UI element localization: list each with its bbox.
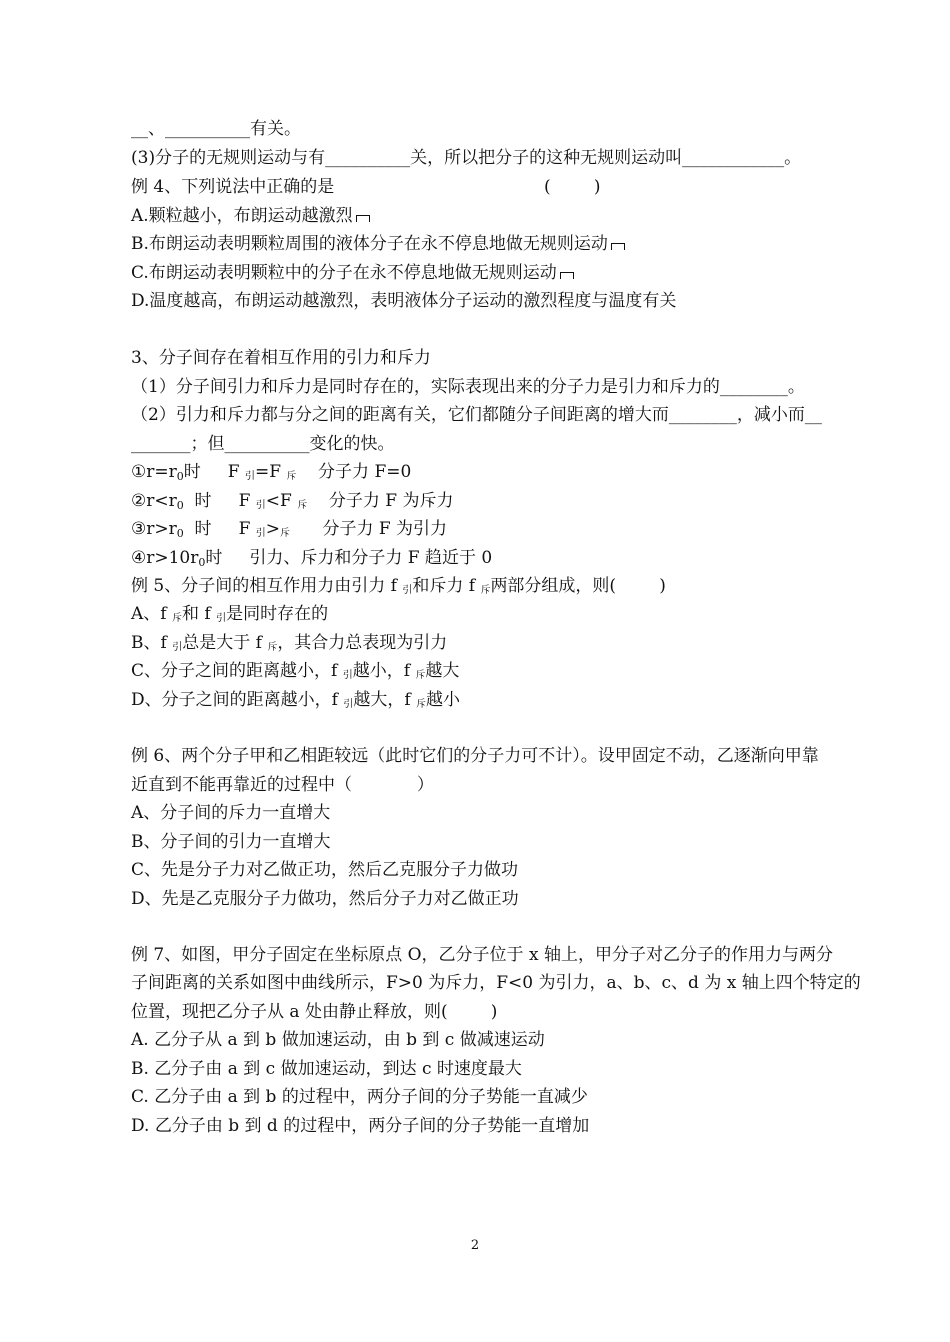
example-7-option-c: C. 乙分子由 a 到 b 的过程中，两分子间的分子势能一直减少: [131, 1087, 588, 1107]
example-7-stem-cont: 子间距离的关系如图中曲线所示，F>0 为斥力，F<0 为引力，a、b、c、d 为 x 轴上四个特定的: [131, 973, 861, 993]
option-text: B.布朗运动表明颗粒周围的液体分子在永不停息地做无规则运动: [131, 234, 608, 254]
example-6-option-c: C、先是分子力对乙做正功，然后乙克服分子力做功: [131, 860, 519, 880]
option-text: A.颗粒越小，布朗运动越激烈: [131, 206, 353, 226]
example-6-option-a: A、分子间的斥力一直增大: [131, 803, 331, 823]
example-4-stem: [131, 176, 601, 198]
answer-brackets: ( ): [544, 177, 601, 197]
example-5-option-c: C、分子之间的距离越小，f 引越小，f 斥越大: [131, 661, 460, 681]
section-3-point-1: （1）分子间引力和斥力是同时存在的，实际表现出来的分子力是引力和斥力的________。: [131, 377, 805, 397]
section-3-heading: 3、分子间存在着相互作用的引力和斥力: [131, 348, 431, 368]
section-3-point-2: （2）引力和斥力都与分之间的距离有关，它们都随分子间距离的增大而________，减小而__: [131, 405, 822, 425]
paragraph-mark-icon: [356, 215, 370, 222]
option-text: C.布朗运动表明颗粒中的分子在永不停息地做无规则运动: [131, 263, 557, 283]
example-4-option-c: [131, 262, 574, 284]
example-7-option-a: A. 乙分子从 a 到 b 做加速运动，由 b 到 c 做减速运动: [131, 1030, 545, 1050]
example-7-option-b: B. 乙分子由 a 到 c 做加速运动，到达 c 时速度最大: [131, 1059, 522, 1079]
example-6-stem: 例 6、两个分子甲和乙相距较远（此时它们的分子力可不计）。设甲固定不动，乙逐渐向甲靠: [131, 746, 819, 766]
example-5-option-b: B、f 引总是大于 f 斥，其合力总表现为引力: [131, 633, 448, 653]
rule-r-less-r0: $②r<r_0$ 时 F 引<F 斥 分子力 F 为斥力: [131, 491, 454, 512]
example-6-option-b: B、分子间的引力一直增大: [131, 832, 331, 852]
example-5-option-d: D、分子之间的距离越小，f 引越大，f 斥越小: [131, 690, 461, 710]
example-5-stem: 例 5、分子间的相互作用力由引力 f 引和斥力 f 斥两部分组成，则( ): [131, 576, 666, 596]
example-7-option-d: D. 乙分子由 b 到 d 的过程中，两分子间的分子势能一直增加: [131, 1116, 590, 1136]
example-4-option-a: [131, 205, 370, 227]
page-number: 2: [470, 1238, 480, 1253]
example-7-stem-cont-2: 位置，现把乙分子从 a 处由静止释放，则( ): [131, 1002, 498, 1022]
example-4-option-b: [131, 233, 625, 255]
example-4-option-d: D.温度越高，布朗运动越激烈，表明液体分子运动的激烈程度与温度有关: [131, 291, 677, 311]
example-6-stem-cont: 近直到不能再靠近的过程中（ ）: [131, 775, 434, 795]
rule-r-equals-r0: $①r=r_0$时 F 引=F 斥 分子力 F=0: [131, 462, 412, 483]
example-5-option-a: A、f 斥和 f 引是同时存在的: [131, 604, 329, 624]
text-line-q3: (3)分子的无规则运动与有__________关，所以把分子的这种无规则运动叫____________。: [131, 148, 802, 168]
rule-r-far: $④r>10r_0$时 引力、斥力和分子力 F 趋近于 0: [131, 548, 493, 569]
paragraph-mark-icon: [611, 243, 625, 250]
example-7-stem: 例 7、如图，甲分子固定在坐标原点 O，乙分子位于 x 轴上，甲分子对乙分子的作用力与两分: [131, 945, 833, 965]
example-4-text: 例 4、下列说法中正确的是: [131, 177, 335, 197]
text-line-fill-blank: __、__________有关。: [131, 119, 301, 139]
section-3-point-2-cont: _______；但__________变化的快。: [131, 434, 395, 454]
example-6-option-d: D、先是乙克服分子力做功，然后分子力对乙做正功: [131, 889, 519, 909]
rule-r-greater-r0: $③r>r_0$ 时 F 引>斥 分子力 F 为引力: [131, 519, 448, 540]
paragraph-mark-icon: [560, 272, 574, 279]
